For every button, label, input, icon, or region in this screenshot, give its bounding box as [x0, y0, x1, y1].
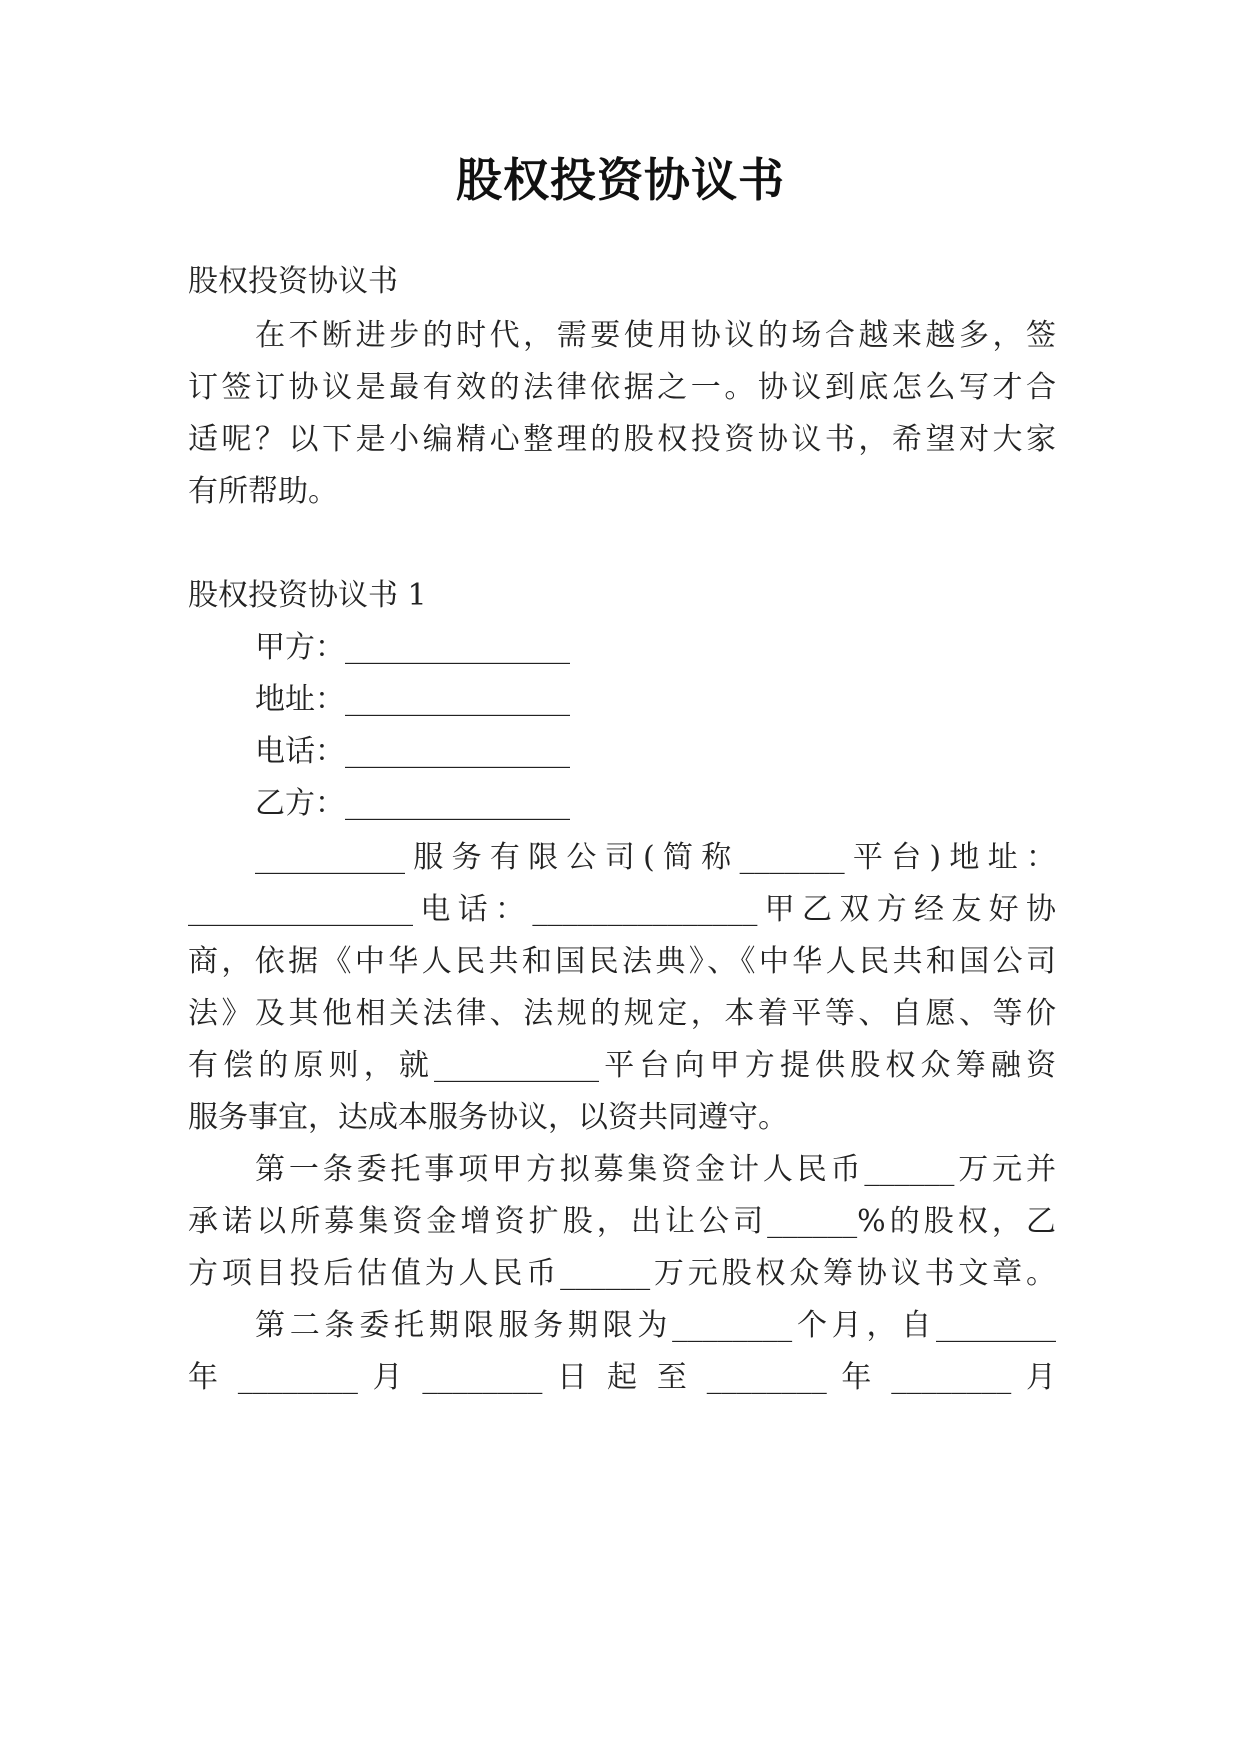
- agreement-preamble-line: 服务事宜，达成本服务协议，以资共同遵守。: [188, 1100, 788, 1135]
- section-heading-intro: 股权投资协议书: [188, 264, 398, 299]
- party-b-company-line: __________服务有限公司(简称_______平台)地址：: [255, 840, 1056, 875]
- address-field: 地址：_______________: [255, 682, 570, 717]
- section-heading-agreement-1: 股权投资协议书 1: [188, 578, 427, 613]
- intro-paragraph-line: 订签订协议是最有效的法律依据之一。协议到底怎么写才合: [188, 370, 1056, 405]
- party-a-field: 甲方：_______________: [255, 630, 570, 665]
- agreement-preamble-line: _______________电话：_______________甲乙双方经友好协: [188, 892, 1056, 927]
- article-2-line: 年 ________ 月 ________ 日 起 至 ________ 年 ________ 月: [188, 1360, 1056, 1395]
- article-2-line: 第二条委托期限服务期限为________个月，自________: [255, 1308, 1056, 1343]
- article-1-line: 方项目投后估值为人民币______万元股权众筹协议书文章。: [188, 1256, 1056, 1291]
- agreement-preamble-line: 商，依据《中华人民共和国民法典》、《中华人民共和国公司: [188, 944, 1056, 979]
- intro-paragraph-line: 在不断进步的时代，需要使用协议的场合越来越多，签: [255, 318, 1056, 353]
- agreement-preamble-line: 法》及其他相关法律、法规的规定，本着平等、自愿、等价: [188, 996, 1056, 1031]
- article-1-line: 承诺以所募集资金增资扩股，出让公司______%的股权，乙: [188, 1204, 1056, 1239]
- agreement-preamble-line: 有偿的原则，就___________平台向甲方提供股权众筹融资: [188, 1048, 1056, 1083]
- party-b-field: 乙方：_______________: [255, 786, 570, 821]
- intro-paragraph-line: 适呢？以下是小编精心整理的股权投资协议书，希望对大家: [188, 422, 1056, 457]
- phone-field: 电话：_______________: [255, 734, 570, 769]
- article-1-line: 第一条委托事项甲方拟募集资金计人民币______万元并: [255, 1152, 1056, 1187]
- intro-paragraph-line: 有所帮助。: [188, 474, 338, 509]
- document-title: 股权投资协议书: [456, 153, 785, 207]
